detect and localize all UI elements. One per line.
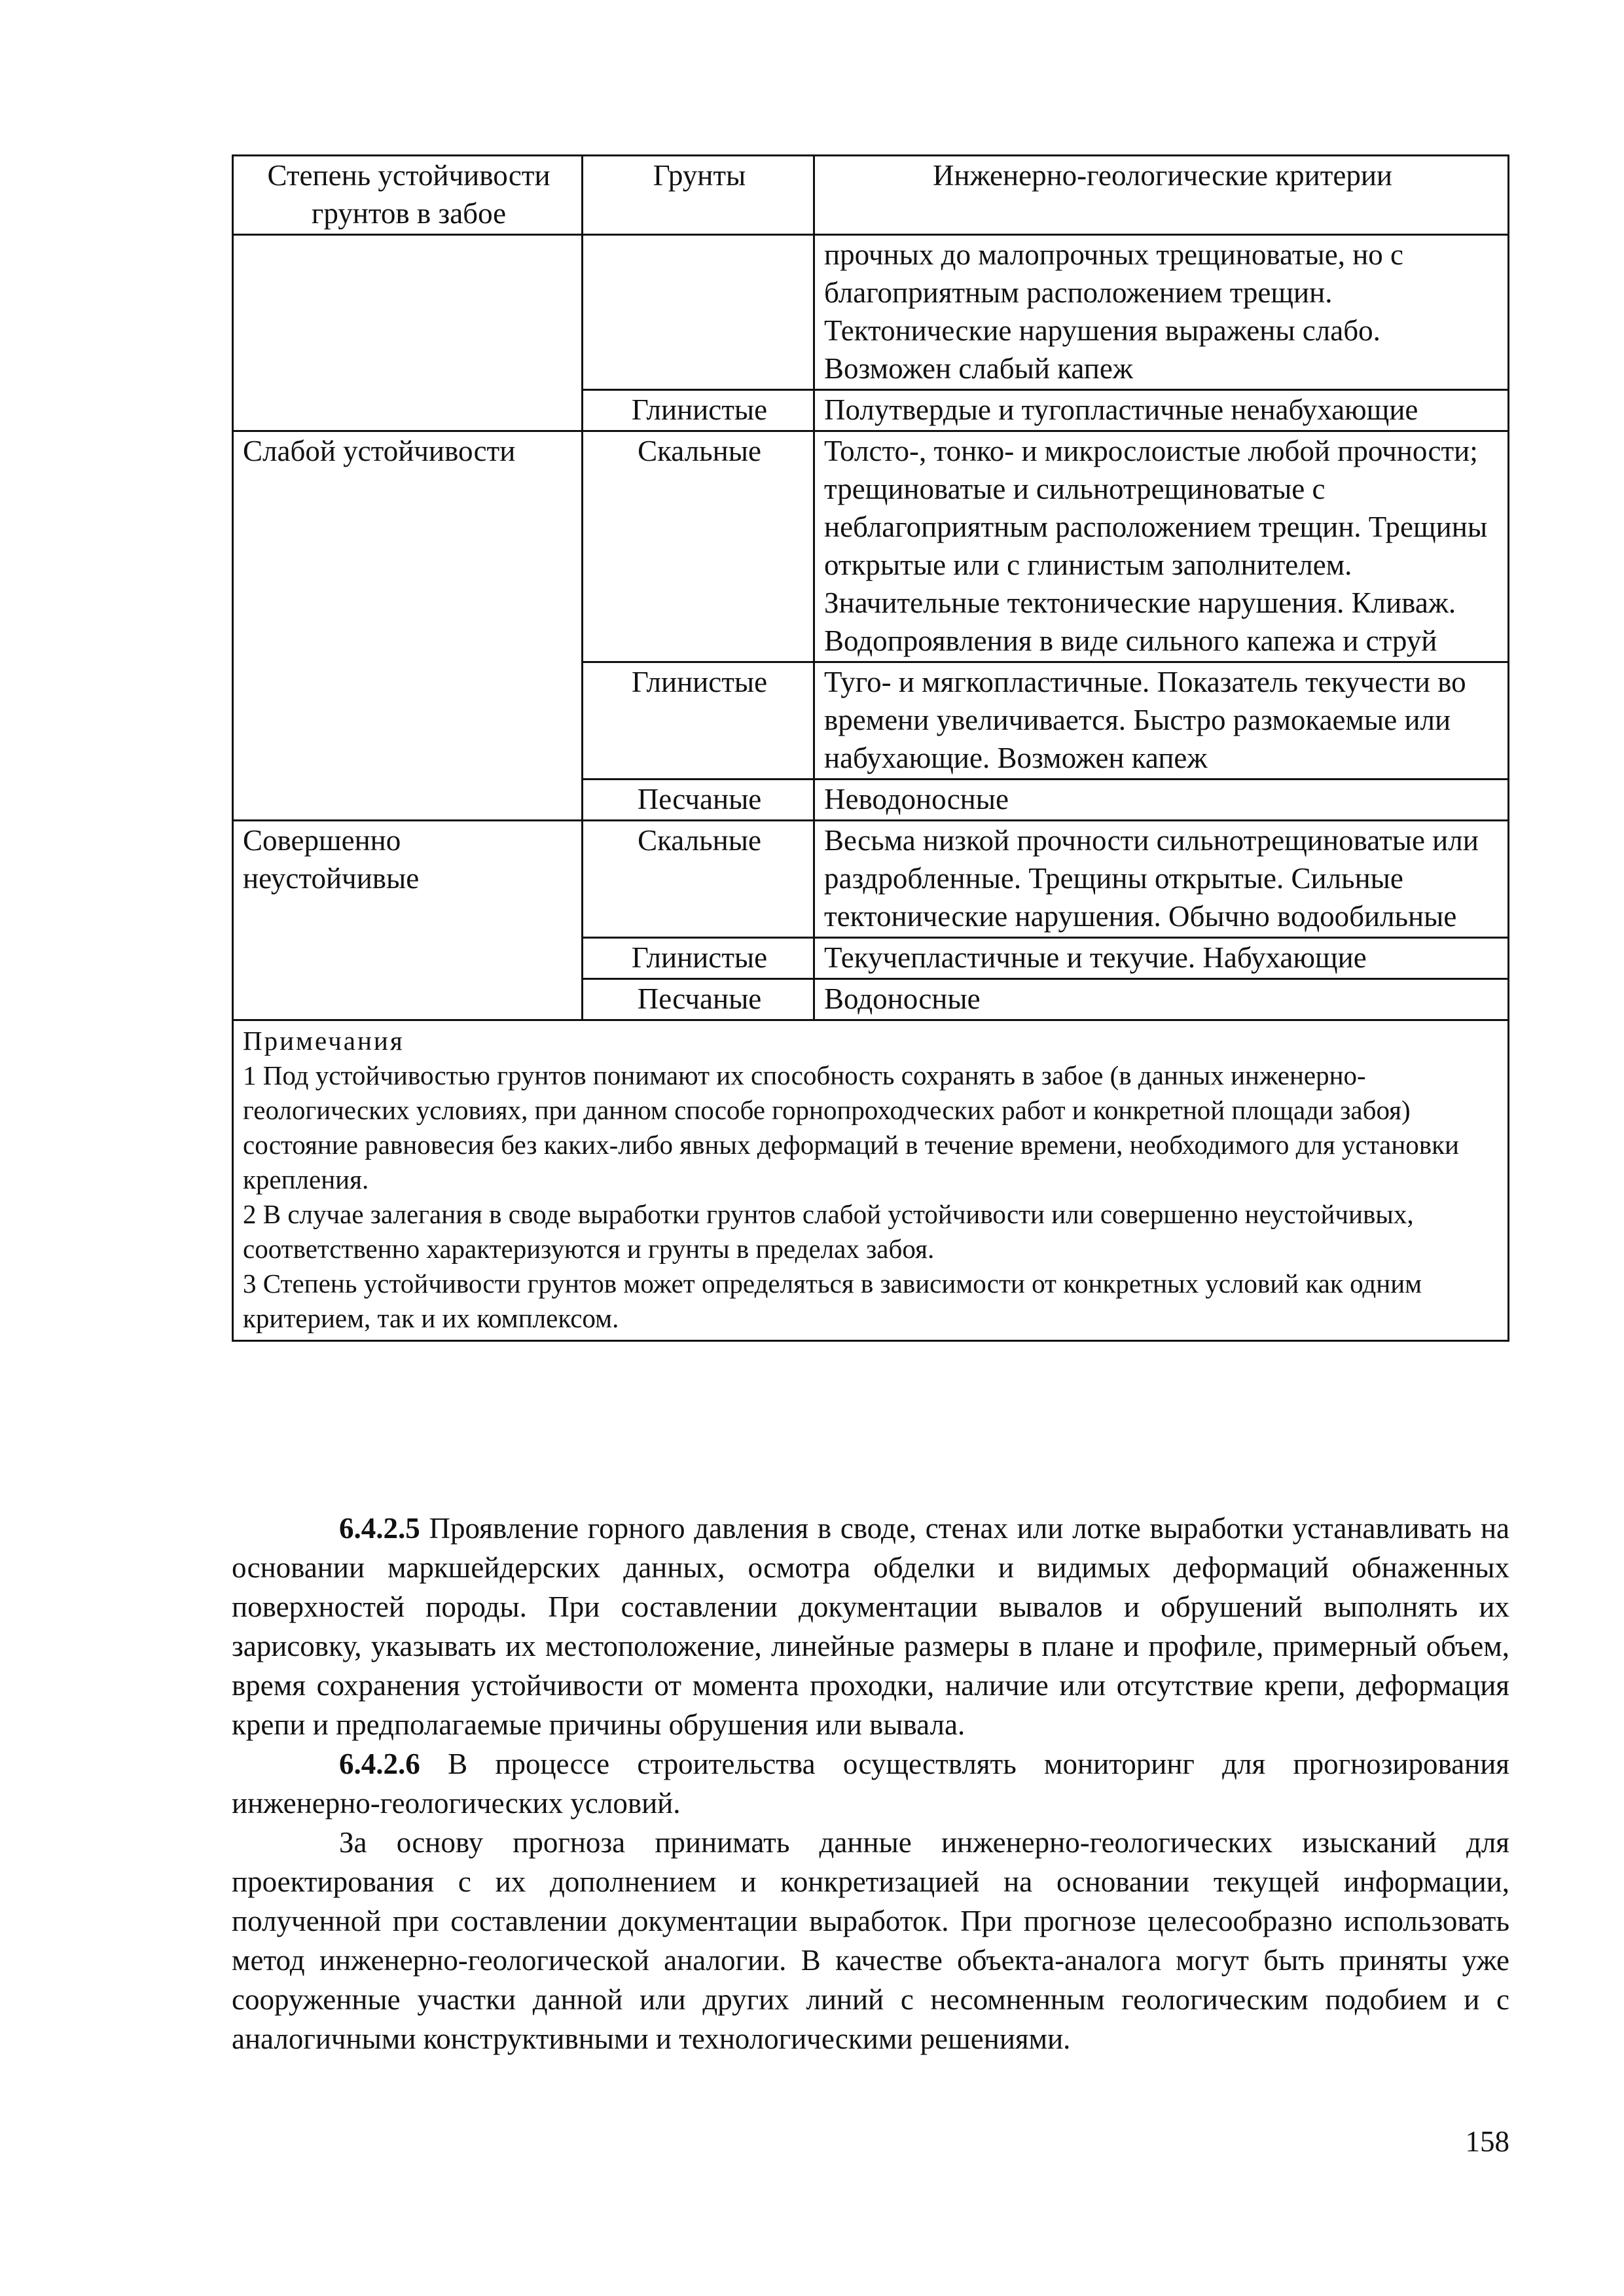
table-header-row [233,156,1509,235]
note-item: 2 В случае залегания в своде выработки грунтов слабой устойчивости или совершенно неустойчивых, соответственно характеризуются и грунты в пределах забоя. [243,1199,1414,1264]
header-criteria: Инженерно-геологические критерии [814,156,1509,235]
note-item: 1 Под устойчивостью грунтов понимают их способность сохранять в забое (в данных инженерно-геологических условиях, при данном способе горнопроходческих работ и конкретной площади забоя) состояние равновесия без каких-либо явных деформаций в течение времени, необходимого для установки крепления. [243,1060,1459,1194]
note-item: 3 Степень устойчивости грунтов может определяться в зависимости от конкретных условий как одним критерием, так и их комплексом. [243,1268,1422,1333]
soil-cell: Скальные [583,431,814,662]
paragraph-6-4-2-5 [232,1509,1509,1744]
table-notes [233,1020,1509,1341]
header-soil: Грунты [583,156,814,235]
criteria-cell: Полутвердые и тугопластичные ненабухающие [814,390,1509,431]
criteria-cell: Водоносные [814,979,1509,1020]
soil-cell: Песчаные [583,979,814,1020]
paragraph-text: Проявление горного давления в своде, стенах или лотке выработки устанавливать на основании маркшейдерских данных, осмотра обделки и видимых деформаций обнаженных поверхностей породы. При составлении документации вывалов и обрушений выполнять их зарисовку, указывать их местоположение, линейные размеры в плане и профиле, примерный объем, время сохранения устойчивости от момента проходки, наличие или отсутствие крепи, деформация крепи и предполагаемые причины обрушения или вывала. [232,1512,1510,1741]
clause-number: 6.4.2.5 [339,1512,420,1545]
criteria-cell: Туго- и мягкопластичные. Показатель текучести во времени увеличивается. Быстро размокаемые или набухающие. Возможен капеж [814,662,1509,780]
table-notes-row [233,1020,1509,1341]
paragraph-forecast [232,1823,1509,2058]
notes-title: Примечания [243,1026,405,1056]
header-stability: Степень устойчивости грунтов в забое [233,156,583,235]
stability-cell: Совершенно неустойчивые [233,821,583,1020]
stability-cell [233,235,583,431]
body-text [232,1509,1509,2058]
criteria-cell: прочных до малопрочных трещиноватые, но с благоприятным расположением трещин. Тектонические нарушения выражены слабо. Возможен слабый капеж [814,235,1509,390]
soil-cell: Глинистые [583,938,814,979]
table-row [233,235,1509,390]
soil-cell: Глинистые [583,390,814,431]
criteria-cell: Текучепластичные и текучие. Набухающие [814,938,1509,979]
criteria-cell: Неводоносные [814,780,1509,821]
soil-cell [583,235,814,390]
clause-number: 6.4.2.6 [339,1748,420,1780]
criteria-cell: Весьма низкой прочности сильнотрещиноватые или раздробленные. Трещины открытые. Сильные тектонические нарушения. Обычно водообильные [814,821,1509,938]
soil-cell: Песчаные [583,780,814,821]
paragraph-text: За основу прогноза принимать данные инженерно-геологических изысканий для проектирования с их дополнением и конкретизацией на основании текущей информации, полученной при составлении документации выработок. При прогнозе целесообразно использовать метод инженерно-геологической аналогии. В качестве объекта-аналога могут быть приняты уже сооруженные участки данной или других линий с несомненным геологическим подобием и с аналогичными конструктивными и технологическими решениями. [232,1826,1509,2055]
soil-cell: Скальные [583,821,814,938]
paragraph-text: В процессе строительства осуществлять мониторинг для прогнозирования инженерно-геологических условий. [232,1748,1509,1820]
soil-cell: Глинистые [583,662,814,780]
stability-cell: Слабой устойчивости [233,431,583,821]
page-number: 158 [1465,2125,1509,2158]
criteria-cell: Толсто-, тонко- и микрослоистые любой прочности; трещиноватые и сильнотрещиноватые с неблагоприятным расположением трещин. Трещины открытые или с глинистым заполнителем. Значительные тектонические нарушения. Кливаж. Водопроявления в виде сильного капежа и струй [814,431,1509,662]
soil-stability-table [232,154,1509,1342]
table-row [233,821,1509,938]
paragraph-6-4-2-6 [232,1744,1509,1823]
table-row [233,431,1509,662]
